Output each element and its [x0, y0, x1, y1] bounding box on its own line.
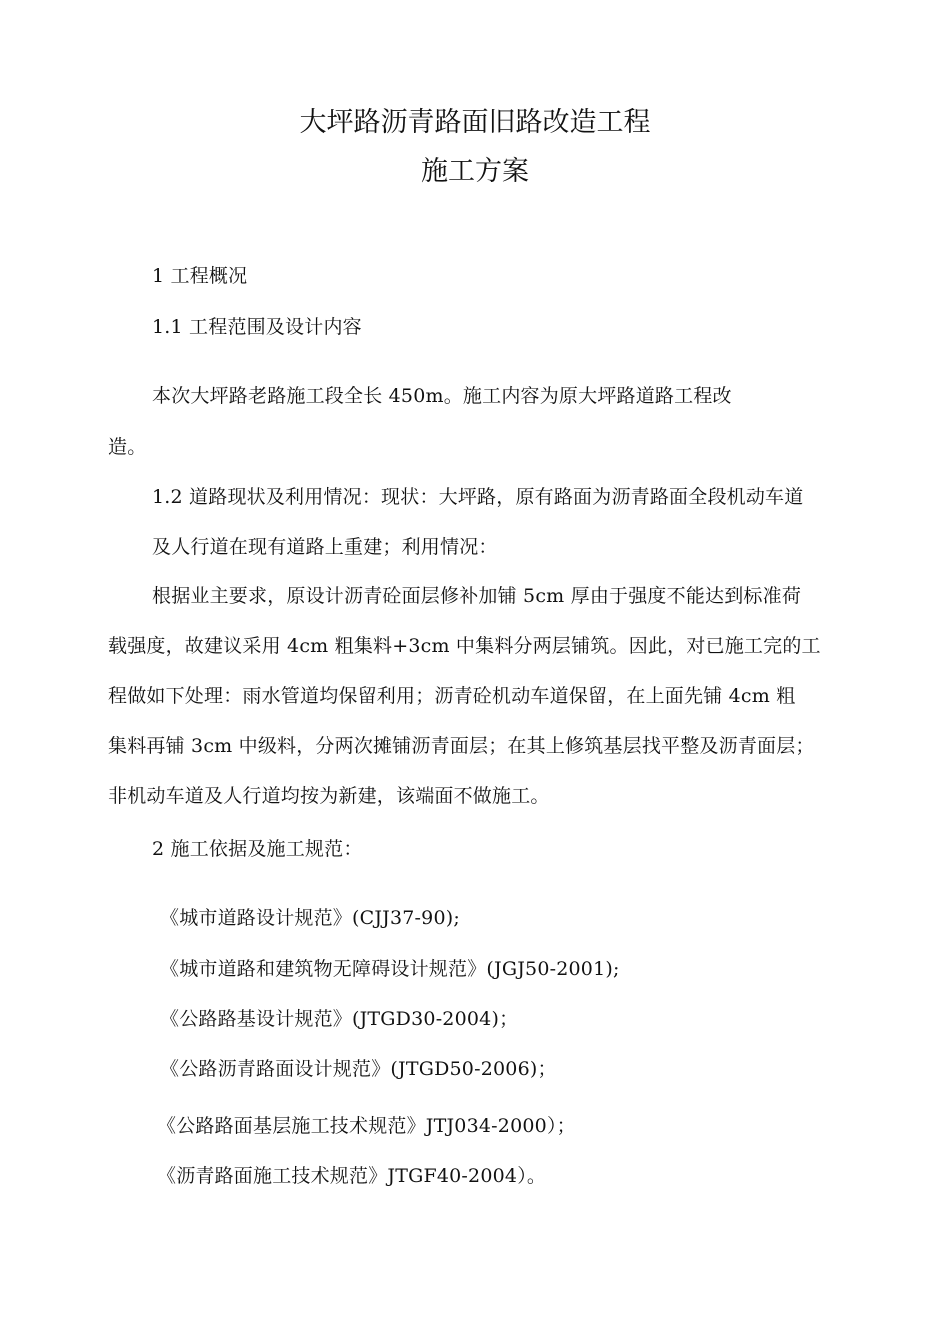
section-1-2-heading-line: 及人行道在现有道路上重建；利用情况：	[152, 536, 498, 558]
document-title: 大坪路沥青路面旧路改造工程	[299, 107, 651, 138]
section-1-2-body-line: 根据业主要求，原设计沥青砼面层修补加铺 5cm 厚由于强度不能达到标准荷	[152, 585, 802, 607]
section-2-heading: 2 施工依据及施工规范：	[152, 838, 363, 860]
document-subtitle: 施工方案	[421, 156, 529, 187]
section-1-1-heading: 1.1 工程范围及设计内容	[152, 316, 362, 338]
reference-item: 《公路沥青路面设计规范》(JTGD50-2006)；	[160, 1058, 557, 1080]
reference-item: 《城市道路设计规范》(CJJ37-90);	[160, 907, 460, 929]
section-1-2-body-line: 非机动车道及人行道均按为新建，该端面不做施工。	[108, 785, 550, 807]
reference-item: 《公路路面基层施工技术规范》JTJ034-2000）；	[157, 1115, 576, 1137]
reference-item: 《公路路基设计规范》(JTGD30-2004)；	[160, 1008, 519, 1030]
reference-item: 《沥青路面施工技术规范》JTGF40-2004）。	[157, 1165, 547, 1187]
section-1-2-body-line: 集料再铺 3cm 中级料，分两次摊铺沥青面层；在其上修筑基层找平整及沥青面层；	[108, 735, 815, 757]
section-1-2-body-line: 载强度，故建议采用 4cm 粗集料+3cm 中集料分两层铺筑。因此，对已施工完的工	[108, 635, 821, 657]
section-1-2-body-line: 程做如下处理：雨水管道均保留利用；沥青砼机动车道保留，在上面先铺 4cm 粗	[108, 685, 796, 707]
reference-item: 《城市道路和建筑物无障碍设计规范》(JGJ50-2001);	[160, 958, 620, 980]
section-1-heading: 1 工程概况	[152, 265, 248, 287]
section-1-2-heading-line: 1.2 道路现状及利用情况：现状：大坪路，原有路面为沥青路面全段机动车道	[152, 486, 804, 508]
section-1-1-body-line: 造。	[108, 436, 147, 458]
section-1-1-body-line: 本次大坪路老路施工段全长 450m。施工内容为原大坪路道路工程改	[152, 385, 732, 407]
